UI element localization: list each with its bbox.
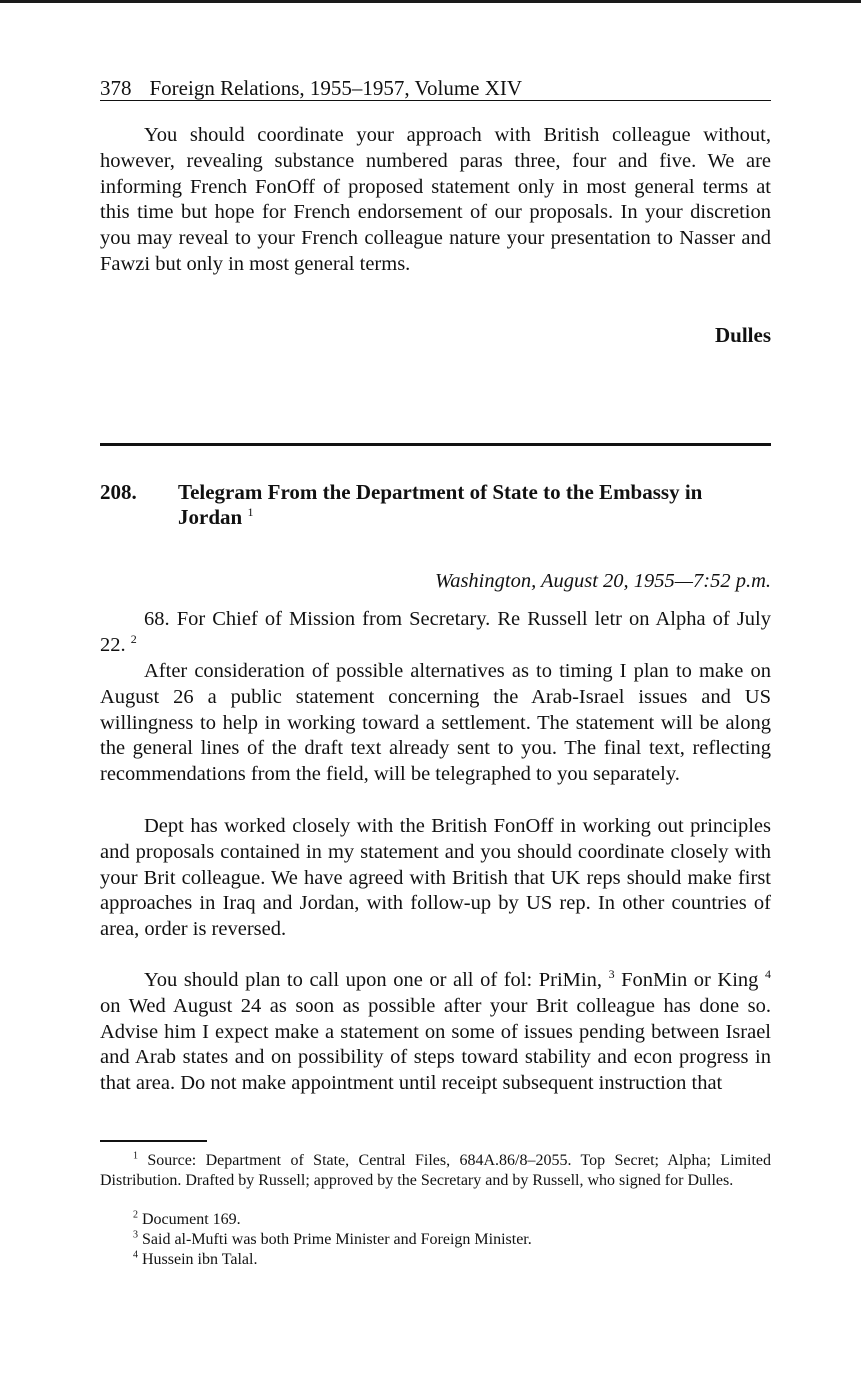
page-number: 378 [100,76,132,100]
footnote-2-mark: 2 [133,1209,138,1221]
paragraph-1 [100,607,771,659]
paragraph-4 [100,968,771,1097]
paragraph-4-part-3: on Wed August 24 as soon as possible after your Brit colleague has done so. Advise him I expect make a statement on some of issues pending between Israel and Arab states and on possibility of steps toward stability and econ progress in that area. Do not make appointment until receipt subsequent instruction that [100,994,771,1095]
paragraph-1-text: 68. For Chief of Mission from Secretary. Re Russell letr on Alpha of July 22. [100,608,771,656]
footnote-4-mark: 4 [133,1249,138,1261]
signature: Dulles [714,323,771,347]
document-title [178,480,771,530]
footnote-3-mark: 3 [133,1229,138,1241]
paragraph-3: Dept has worked closely with the British FonOff in working out principles and proposals contained in my statement and you should coordinate closely with your Brit colleague. We have agreed with British that UK reps should make first approaches in Iraq and Jordan, with follow-up by US rep. In other countries of area, order is reversed. [100,815,771,941]
footnote-4-text: Hussein ibn Talal. [142,1251,258,1268]
footnote-ref-4: 4 [765,967,772,982]
page-top-edge [0,0,861,3]
footnote-ref-2: 2 [130,631,137,646]
footnote-1-text: Source: Department of State, Central Files, 684A.86/8–2055. Top Secret; Alpha; Limited Distribution. Drafted by Russell; approved by the Secretary and by Russell, who signed for Dulles. [100,1152,771,1189]
footnote-1-mark: 1 [133,1150,138,1162]
paragraph-2: After consideration of possible alternatives as to timing I plan to make on August 26 a public statement concerning the Arab-Israel issues and US willingness to help in working toward a settlement. The statement will be along the general lines of the draft text already sent to you. The final text, reflecting recommendations from the field, will be telegraphed to you separately. [100,660,771,786]
footnote-ref-1: 1 [247,505,254,519]
footnote-4 [100,1250,771,1270]
running-title: Foreign Relations, 1955–1957, Volume XIV [149,76,523,100]
dateline: Washington, August 20, 1955—7:52 p.m. [435,570,771,592]
section-divider [100,443,771,446]
footnote-ref-3: 3 [608,967,615,982]
footnote-2 [100,1210,771,1230]
footnote-3-text: Said al-Mufti was both Prime Minister and Foreign Minister. [142,1231,532,1248]
paragraph-4-part-2: FonMin or King [621,969,759,991]
document-number: 208. [100,480,137,504]
running-header [100,76,771,101]
footnote-3 [100,1230,771,1250]
footnote-1 [100,1151,771,1191]
paragraph-4-part-1: You should plan to call upon one or all of fol: PriMin, [144,969,602,991]
document-title-text: Telegram From the Department of State to the Embassy in Jordan [178,480,703,529]
footnote-2-text: Document 169. [142,1211,241,1228]
closing-paragraph: You should coordinate your approach with British colleague without, however, revealing substance numbered paras three, four and five. We are informing French FonOff of proposed statement only in most general terms at this time but hope for French endorsement of our proposals. In your discretion you may reveal to your French colleague nature your presentation to Nasser and Fawzi but only in most general terms. [100,124,771,275]
footnote-rule [100,1140,207,1142]
